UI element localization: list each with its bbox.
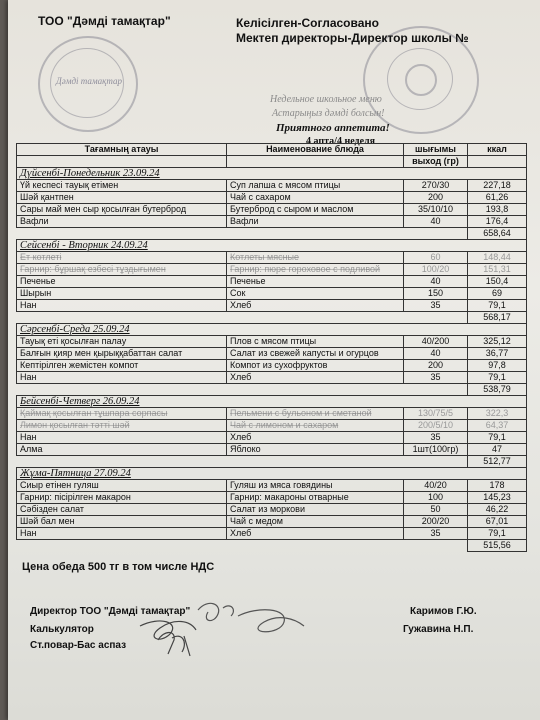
dish-name-kz: Балғын қияр мен қырыққабаттан салат [17,348,227,360]
dish-name-kz: Вафли [17,216,227,228]
calculator-name: Гужавина Н.П. [403,624,474,635]
dish-name-ru: Котлеты мясные [227,252,404,264]
dish-output: 40/20 [404,480,468,492]
table-row [17,348,527,360]
menu-title-ru: Недельное школьное меню [270,94,382,105]
dish-kcal: 46,22 [468,504,527,516]
day-header-row [17,168,527,180]
dish-name-kz: Ет котлеті [17,252,227,264]
dish-name-ru: Гарнир: макароны отварные [227,492,404,504]
dish-output: 1шт(100гр) [404,444,468,456]
day-label: Жұма-Пятница 27.09.24 [17,468,527,480]
dish-output: 100/20 [404,264,468,276]
dish-name-ru: Пельмени с бульоном и сметаной [227,408,404,420]
dish-name-ru: Гуляш из мяса говядины [227,480,404,492]
dish-name-ru: Гарнир: пюре гороховое с подливой [227,264,404,276]
dish-name-kz: Шәй қантпен [17,192,227,204]
day-total-row [17,540,527,552]
dish-kcal: 325,12 [468,336,527,348]
dish-name-ru: Печенье [227,276,404,288]
dish-output: 40/200 [404,336,468,348]
dish-kcal: 178 [468,480,527,492]
day-header-row [17,324,527,336]
dish-name-kz: Гарнир: бұршақ езбесі тұздығымен [17,264,227,276]
dish-name-ru: Вафли [227,216,404,228]
dish-name-ru: Чай с лимоном и сахаром [227,420,404,432]
table-row [17,432,527,444]
table-row [17,408,527,420]
dish-output: 35 [404,528,468,540]
day-total-row [17,312,527,324]
day-label: Дүйсенбі-Понедельник 23.09.24 [17,168,527,180]
dish-name-kz: Сәбізден салат [17,504,227,516]
dish-output: 200 [404,360,468,372]
dish-name-ru: Компот из сухофруктов [227,360,404,372]
table-row [17,192,527,204]
company-stamp [38,36,138,132]
dish-name-kz: Гарнир: пісірілген макарон [17,492,227,504]
dish-kcal: 67,01 [468,516,527,528]
table-row [17,180,527,192]
table-row [17,360,527,372]
table-row [17,372,527,384]
dish-name-kz: Нан [17,372,227,384]
table-row [17,204,527,216]
day-total-kcal: 658,64 [468,228,527,240]
dish-name-ru: Яблоко [227,444,404,456]
dish-kcal: 150,4 [468,276,527,288]
dish-output: 35/10/10 [404,204,468,216]
dish-kcal: 227,18 [468,180,527,192]
dish-name-ru: Чай с сахаром [227,192,404,204]
dish-kcal: 61,26 [468,192,527,204]
day-label: Сәрсенбі-Среда 25.09.24 [17,324,527,336]
dish-output: 35 [404,300,468,312]
dish-output: 50 [404,504,468,516]
table-row [17,264,527,276]
stamp-text: Дәмді тамақтар [56,76,122,86]
dish-kcal: 64,37 [468,420,527,432]
agreed-label: Келісілген-Согласовано [236,16,379,30]
table-row [17,276,527,288]
dish-name-kz: Үй кеспесі тауық етімен [17,180,227,192]
director-line: Мектеп директоры-Директор школы № [236,31,469,45]
dish-output: 150 [404,288,468,300]
dish-name-ru: Сок [227,288,404,300]
day-total-kcal: 515,56 [468,540,527,552]
dish-name-ru: Хлеб [227,300,404,312]
menu-sheet [8,0,540,720]
dish-kcal: 47 [468,444,527,456]
dish-output: 40 [404,276,468,288]
col-name-ru: Наименование блюда [227,144,404,156]
dish-kcal: 79,1 [468,300,527,312]
day-total-kcal: 568,17 [468,312,527,324]
day-total-row [17,228,527,240]
col-name-kz: Тағамның атауы [17,144,227,156]
signature-scribble [128,596,328,666]
appetite-title: Приятного аппетита! [276,122,390,134]
dish-name-kz: Сиыр етінен гуляш [17,480,227,492]
table-row [17,288,527,300]
price-note: Цена обеда 500 тг в том числе НДС [22,561,215,573]
table-row [17,480,527,492]
table-row [17,444,527,456]
dish-output: 200/20 [404,516,468,528]
dish-name-ru: Салат из свежей капусты и огурцов [227,348,404,360]
dish-kcal: 193,8 [468,204,527,216]
table-row [17,252,527,264]
dish-kcal: 145,23 [468,492,527,504]
dish-kcal: 176,4 [468,216,527,228]
dish-name-ru: Плов с мясом птицы [227,336,404,348]
table-row [17,516,527,528]
dish-output: 270/30 [404,180,468,192]
dish-name-kz: Нан [17,300,227,312]
dish-name-kz: Нан [17,528,227,540]
dish-name-kz: Лимон қосылған тәтті шәй [17,420,227,432]
menu-title-kz: Астарыңыз дәмді болсын! [272,108,385,119]
dish-name-ru: Салат из моркови [227,504,404,516]
dish-output: 200 [404,192,468,204]
dish-output: 40 [404,348,468,360]
dish-name-kz: Сары май мен сыр қосылған бутерброд [17,204,227,216]
day-header-row [17,240,527,252]
cook-signature-label: Ст.повар-Бас аспаз [30,640,127,651]
dish-kcal: 79,1 [468,432,527,444]
dish-kcal: 151,31 [468,264,527,276]
table-row [17,492,527,504]
dish-output: 200/5/10 [404,420,468,432]
dish-kcal: 97,8 [468,360,527,372]
dish-name-kz: Алма [17,444,227,456]
dish-name-kz: Нан [17,432,227,444]
dish-name-ru: Бутерброд с сыром и маслом [227,204,404,216]
day-total-kcal: 538,79 [468,384,527,396]
dish-output: 40 [404,216,468,228]
table-header-row-2 [17,156,527,168]
day-header-row [17,468,527,480]
dish-name-kz: Шәй бал мен [17,516,227,528]
dish-name-ru: Суп лапша с мясом птицы [227,180,404,192]
menu-table [16,143,527,552]
dish-name-ru: Хлеб [227,432,404,444]
calculator-signature-label: Калькулятор [30,624,94,635]
col-kcal: ккал [468,144,527,156]
company-name: ТОО "Дәмді тамақтар" [38,14,171,28]
col-output: шығымы [404,144,468,156]
director-name: Каримов Г.Ю. [410,606,477,617]
dish-output: 60 [404,252,468,264]
dish-kcal: 36,77 [468,348,527,360]
dish-kcal: 79,1 [468,528,527,540]
day-label: Бейсенбі-Четверг 26.09.24 [17,396,527,408]
col-output-sub: выход (гр) [404,156,468,168]
day-total-row [17,384,527,396]
table-header-row [17,144,527,156]
day-total-kcal: 512,77 [468,456,527,468]
dish-name-ru: Чай с медом [227,516,404,528]
table-row [17,336,527,348]
dish-name-kz: Печенье [17,276,227,288]
dish-name-kz: Тауық еті қосылған палау [17,336,227,348]
table-row [17,528,527,540]
table-row [17,504,527,516]
dish-output: 35 [404,372,468,384]
director-signature-label: Директор ТОО "Дәмді тамақтар" [30,606,191,617]
dish-output: 100 [404,492,468,504]
dish-name-kz: Кептірілген жемістен компот [17,360,227,372]
dish-kcal: 69 [468,288,527,300]
dish-name-kz: Шырын [17,288,227,300]
week-label: 4 апта/4 неделя [306,136,376,147]
dish-name-kz: Қаймақ қосылған тұшпара сорпасы [17,408,227,420]
dish-kcal: 322,3 [468,408,527,420]
day-label: Сейсенбі - Вторник 24.09.24 [17,240,527,252]
dish-output: 130/75/5 [404,408,468,420]
dish-kcal: 79,1 [468,372,527,384]
table-row [17,300,527,312]
day-header-row [17,396,527,408]
dish-name-ru: Хлеб [227,372,404,384]
table-row [17,216,527,228]
dish-name-ru: Хлеб [227,528,404,540]
dish-kcal: 148,44 [468,252,527,264]
table-row [17,420,527,432]
day-total-row [17,456,527,468]
dish-output: 35 [404,432,468,444]
